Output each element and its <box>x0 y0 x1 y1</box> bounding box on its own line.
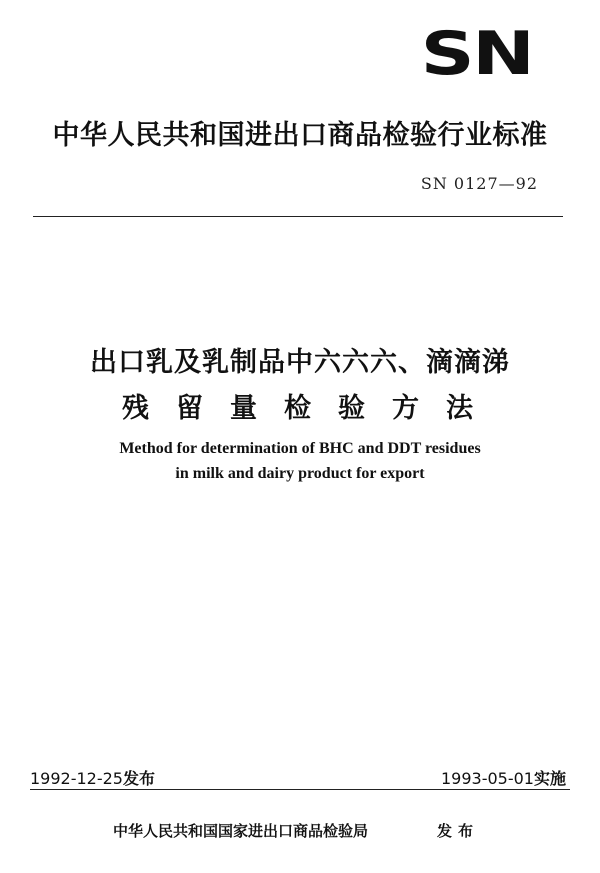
document-title-en-line2: in milk and dairy product for export <box>175 465 425 482</box>
standard-code: SN 0127—92 <box>420 174 538 193</box>
sn-logo: SN <box>420 19 532 89</box>
document-title-cn-line1: 出口乳及乳制品中六六六、滴滴涕 <box>90 347 510 378</box>
effective-date-value: 1993-05-01 <box>441 769 534 788</box>
publish-label: 发布 <box>437 822 480 840</box>
publisher-name: 中华人民共和国国家进出口商品检验局 <box>113 822 369 840</box>
bottom-divider <box>30 789 570 790</box>
effective-label: 实施 <box>533 769 566 788</box>
issued-date-value: 1992-12-25 <box>30 769 123 788</box>
effective-date <box>441 766 566 789</box>
issued-label: 发布 <box>122 769 155 788</box>
issued-date <box>30 766 155 789</box>
standard-title: 中华人民共和国进出口商品检验行业标准 <box>52 120 548 151</box>
document-title-cn-line2: 残留量检验方法 <box>122 393 500 424</box>
top-divider <box>33 216 563 217</box>
document-title-en-line1: Method for determination of BHC and DDT residues <box>119 440 481 457</box>
